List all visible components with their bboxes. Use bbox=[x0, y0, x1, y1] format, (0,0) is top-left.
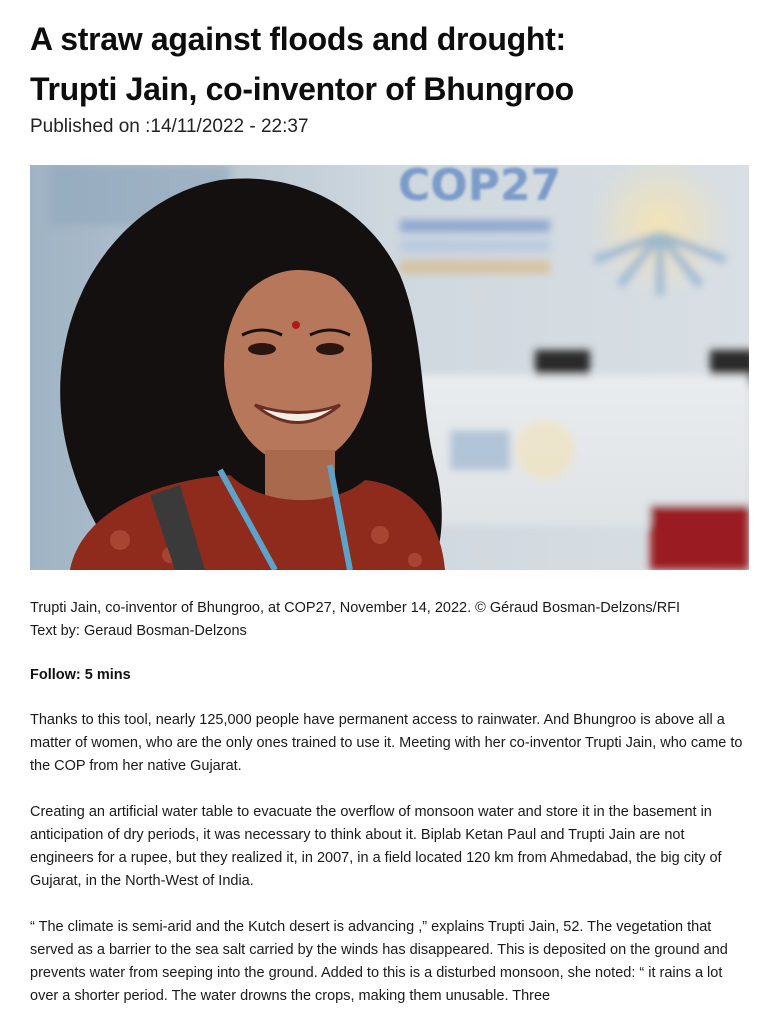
author-credit: Text by: Geraud Bosman-Delzons bbox=[30, 623, 247, 639]
photo-sign-text: COP27 bbox=[398, 165, 562, 211]
paragraph: Thanks to this tool, nearly 125,000 people have permanent access to rainwater. And Bhungroo is above all a matter of women, who are the only ones trained to use it. Meeting with her co-inventor Trupti Jain, who came to the COP from her native Gujarat. bbox=[30, 712, 743, 774]
photo-illustration bbox=[30, 165, 749, 570]
paragraph: Creating an artificial water table to evacuate the overflow of monsoon water and store it in the basement in anticipation of dry periods, it was necessary to think about it. Biplab Ketan Paul and Trupti Jain are not engineers for a rupee, but they realized it, in 2007, in a field located 120 km from Ahmedabad, the big city of Gujarat, in the North-West of India. bbox=[30, 804, 722, 889]
article bbox=[30, 14, 752, 1004]
published-date: Published on :14/11/2022 - 22:37 bbox=[30, 116, 309, 137]
title-line-1: A straw against floods and drought: bbox=[30, 21, 566, 57]
caption-text: Trupti Jain, co-inventor of Bhungroo, at COP27, November 14, 2022. © Géraud Bosman-Delzons/RFI bbox=[30, 600, 681, 616]
article-body bbox=[30, 709, 752, 1031]
photo-caption bbox=[30, 597, 752, 643]
article-title bbox=[30, 14, 752, 114]
paragraph: “ The climate is semi-arid and the Kutch desert is advancing ,” explains Trupti Jain, 52. The vegetation that served as a barrier to the sea salt carried by the winds has disappeared. This is deposited on the ground and prevents water from seeping into the ground. Added to this is a disturbed monsoon, she noted: “ it rains a lot over a shorter period. The water drowns the crops, making them unusable. Three bbox=[30, 919, 728, 1004]
article-photo bbox=[30, 165, 749, 570]
follow-reading-time: Follow: 5 mins bbox=[30, 667, 131, 683]
title-line-2: Trupti Jain, co-inventor of Bhungroo bbox=[30, 71, 574, 107]
